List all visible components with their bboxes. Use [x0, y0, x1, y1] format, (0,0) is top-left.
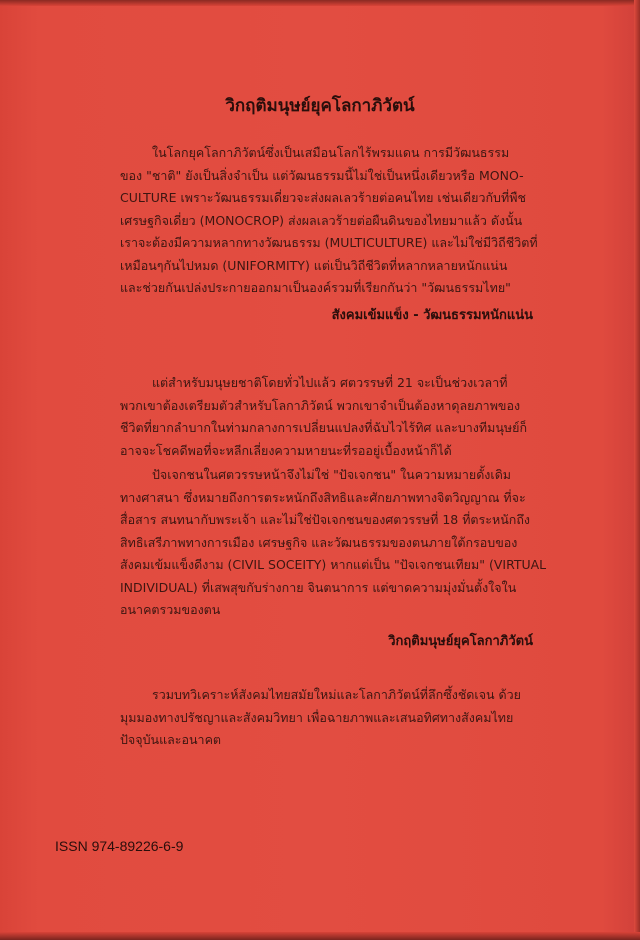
text-line: อาจจะโชคดีพอที่จะหลีกเลี่ยงความหายนะที่รออยู่เบื้องหน้าก็ได้ [120, 442, 452, 458]
text-line: อนาคตรวมของตน [120, 602, 221, 617]
text-line: ทางศาสนา ซึ่งหมายถึงการตระหนักถึงสิทธิและศักยภาพทางจิตวิญญาณ ที่จะ [120, 489, 526, 505]
paragraph-summary [120, 684, 521, 752]
text-line: มุมมองทางปรัชญาและสังคมวิทยา เพื่อฉายภาพและเสนอทิศทางสังคมไทย [120, 709, 514, 725]
text-line: ชีวิตที่ยากลำบากในท่ามกลางการเปลี่ยนแปลงที่ฉับไวไร้ทิศ และบางทีมนุษย์ก็ [120, 420, 528, 435]
text-line: แต่สำหรับมนุษยชาติโดยทั่วไปแล้ว ศตวรรษที่ 21 จะเป็นช่วงเวลาที่ [152, 375, 508, 390]
text-line: INDIVIDUAL) ที่เสพสุขกับร่างกาย จินตนาการ แต่ขาดความมุ่งมั่นตั้งใจใน [120, 579, 517, 595]
text-line: ในโลกยุคโลกาภิวัตน์ซึ่งเป็นเสมือนโลกไร้พรมแดน การมีวัฒนธรรม [152, 145, 510, 160]
isbn-number: ISSN 974-89226-6-9 [55, 838, 184, 854]
text-line: CULTURE เพราะวัฒนธรรมเดี่ยวจะส่งผลเลวร้ายต่อคนไทย เช่นเดียวกับที่พืช [120, 190, 526, 205]
text-line: รวมบทวิเคราะห์สังคมไทยสมัยใหม่และโลกาภิวัตน์ที่ลึกซึ้งชัดเจน ด้วย [152, 687, 521, 702]
signature-globalization-crisis: วิกฤติมนุษย์ยุคโลกาภิวัตน์ [388, 634, 533, 649]
text-line: เศรษฐกิจเดี่ยว (MONOCROP) ส่งผลเลวร้ายต่อผืนดินของไทยมาแล้ว ดังนั้น [120, 212, 523, 228]
cover-right-edge [634, 0, 640, 940]
text-line: เหมือนๆกันไปหมด (UNIFORMITY) แต่เป็นวิถีชีวิตที่หลากหลายหนักแน่น [120, 257, 508, 273]
text-line: ปัจจุบันและอนาคต [120, 732, 222, 747]
text-line: เราจะต้องมีความหลากทางวัฒนธรรม (MULTICULTURE) และไม่ใช่มีวิถีชีวิตที่ [120, 235, 538, 250]
text-line: ปัจเจกชนในศตวรรษหน้าจึงไม่ใช่ "ปัจเจกชน" ในความหมายดั้งเดิม [152, 467, 512, 482]
paragraph-individual [120, 464, 546, 622]
cover-bottom-edge [0, 932, 640, 940]
text-line: และช่วยกันเปล่งประกายออกมาเป็นองค์รวมที่เรียกกันว่า "วัฒนธรรมไทย" [120, 280, 511, 295]
text-line: สิทธิเสรีภาพทางการเมือง เศรษฐกิจ และวัฒนธรรมของตนภายใต้กรอบของ [120, 534, 518, 550]
cover-title: วิกฤติมนุษย์ยุคโลกาภิวัตน์ [225, 96, 415, 116]
paragraph-culture [120, 142, 538, 300]
text-line: สังคมเข้มแข็งดีงาม (CIVIL SOCEITY) หากแต่เป็น "ปัจเจกชนเทียม" (VIRTUAL [120, 557, 547, 572]
signature-strong-society: สังคมเข้มแข็ง - วัฒนธรรมหนักแน่น [331, 308, 533, 323]
cover-top-edge [0, 0, 640, 6]
text-line: ของ "ชาติ" ยังเป็นสิ่งจำเป็น แต่วัฒนธรรมนี้ไม่ใช่เป็นหนึ่งเดียวหรือ MONO- [120, 167, 524, 183]
text-line: พวกเขาต้องเตรียมตัวสำหรับโลกาภิวัตน์ พวกเขาจำเป็นต้องหาดุลยภาพของ [120, 397, 521, 413]
text-line: สื่อสาร สนทนากับพระเจ้า และไม่ใช่ปัจเจกชนของศตวรรษที่ 18 ที่ตระหนักถึง [120, 512, 531, 527]
paragraph-21st-century [120, 372, 527, 462]
